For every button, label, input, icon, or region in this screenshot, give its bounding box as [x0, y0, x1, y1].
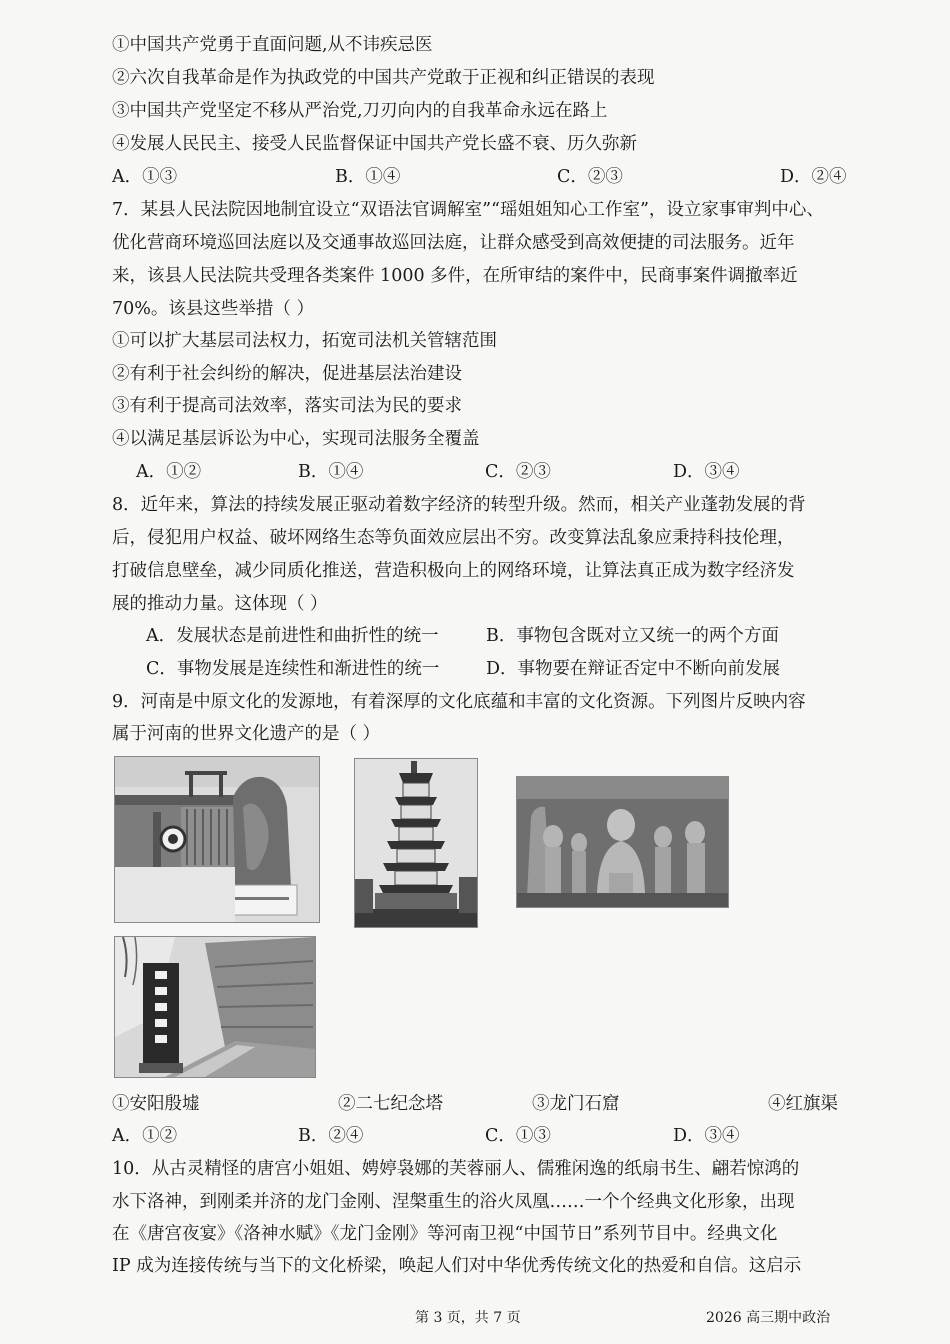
q7-stem-line-1: 7．某县人民法院因地制宜设立“双语法官调解室”“瑶姐姐知心工作室”，设立家事审判中心、	[112, 200, 824, 220]
q7-item-3: ③有利于提高司法效率，落实司法为民的要求	[112, 396, 462, 416]
q7-item-1: ①可以扩大基层司法权力，拓宽司法机关管辖范围	[112, 331, 497, 351]
q6-item-4: ④发展人民民主、接受人民监督保证中国共产党长盛不衰、历久弥新	[112, 134, 637, 154]
q9-option-b: B．②④	[298, 1126, 364, 1146]
q8-stem-line-3: 打破信息壁垒，减少同质化推送，营造积极向上的网络环境，让算法真正成为数字经济发	[112, 561, 795, 581]
q9-caption-1: ①安阳殷墟	[112, 1094, 200, 1114]
q9-caption-4: ④红旗渠	[768, 1094, 838, 1114]
q6-option-d: D．②④	[780, 167, 847, 187]
q6-item-1: ①中国共产党勇于直面问题,从不讳疾忌医	[112, 35, 433, 55]
q8-option-a: A．发展状态是前进性和曲折性的统一	[146, 626, 439, 646]
q9-option-a: A．①②	[112, 1126, 178, 1146]
q6-option-c: C．②③	[557, 167, 623, 187]
photo-red-flag-canal-illustration	[115, 937, 315, 1077]
q7-option-d: D．③④	[673, 462, 740, 482]
q9-caption-3: ③龙门石窟	[532, 1094, 620, 1114]
q6-option-b: B．①④	[335, 167, 401, 187]
q8-stem-line-1: 8．近年来，算法的持续发展正驱动着数字经济的转型升级。然而，相关产业蓬勃发展的背	[112, 495, 806, 515]
q8-option-c: C．事物发展是连续性和渐进性的统一	[146, 659, 440, 679]
photo-erqi-tower-illustration	[355, 759, 477, 927]
q7-option-c: C．②③	[485, 462, 551, 482]
q10-stem-line-3: 在《唐宫夜宴》《洛神水赋》《龙门金刚》等河南卫视“中国节日”系列节目中。经典文化	[112, 1224, 778, 1244]
q9-caption-2: ②二七纪念塔	[338, 1094, 443, 1114]
q9-option-c: C．①③	[485, 1126, 551, 1146]
q8-stem-line-2: 后，侵犯用户权益、破坏网络生态等负面效应层出不穷。改变算法乱象应秉持科技伦理，	[112, 528, 795, 548]
q7-stem-line-4: 70%。该县这些举措（ ）	[112, 299, 314, 319]
q8-option-b: B．事物包含既对立又统一的两个方面	[486, 626, 779, 646]
q7-item-2: ②有利于社会纠纷的解决，促进基层法治建设	[112, 364, 462, 384]
q8-option-d: D．事物要在辩证否定中不断向前发展	[486, 659, 781, 679]
q7-stem-line-2: 优化营商环境巡回法庭以及交通事故巡回法庭，让群众感受到高效便捷的司法服务。近年	[112, 233, 795, 253]
q6-option-a: A．①③	[112, 167, 178, 187]
q6-item-3: ③中国共产党坚定不移从严治党,刀刃向内的自我革命永远在路上	[112, 101, 608, 121]
q9-option-d: D．③④	[673, 1126, 740, 1146]
footer-page-number: 第 3 页，共 7 页	[415, 1310, 521, 1326]
q8-stem-line-4: 展的推动力量。这体现（ ）	[112, 594, 328, 614]
photo-erqi-tower	[354, 758, 478, 928]
q7-option-a: A．①②	[136, 462, 202, 482]
q7-option-b: B．①④	[298, 462, 364, 482]
q10-stem-line-2: 水下洛神，到刚柔并济的龙门金刚、涅槃重生的浴火凤凰……一个个经典文化形象，出现	[112, 1192, 795, 1212]
photo-longmen-grottoes	[516, 776, 729, 908]
q7-stem-line-3: 来，该县人民法院共受理各类案件 1000 多件，在所审结的案件中，民商事案件调撤率近	[112, 266, 798, 286]
photo-yinxu	[114, 756, 320, 923]
q10-stem-line-4: IP 成为连接传统与当下的文化桥梁，唤起人们对中华优秀传统文化的热爱和自信。这启示	[112, 1256, 802, 1276]
q6-item-2: ②六次自我革命是作为执政党的中国共产党敢于正视和纠正错误的表现	[112, 68, 655, 88]
q10-stem-line-1: 10．从古灵精怪的唐宫小姐姐、娉婷袅娜的芙蓉丽人、儒雅闲逸的纸扇书生、翩若惊鸿的	[112, 1159, 800, 1179]
q9-stem-line-2: 属于河南的世界文化遗产的是（ ）	[112, 724, 381, 744]
photo-yinxu-illustration	[115, 757, 319, 922]
photo-red-flag-canal	[114, 936, 316, 1078]
footer-exam-title: 2026 高三期中政治	[706, 1310, 831, 1326]
q9-stem-line-1: 9．河南是中原文化的发源地，有着深厚的文化底蕴和丰富的文化资源。下列图片反映内容	[112, 692, 806, 712]
photo-longmen-grottoes-illustration	[517, 777, 728, 907]
q7-item-4: ④以满足基层诉讼为中心，实现司法服务全覆盖	[112, 429, 480, 449]
